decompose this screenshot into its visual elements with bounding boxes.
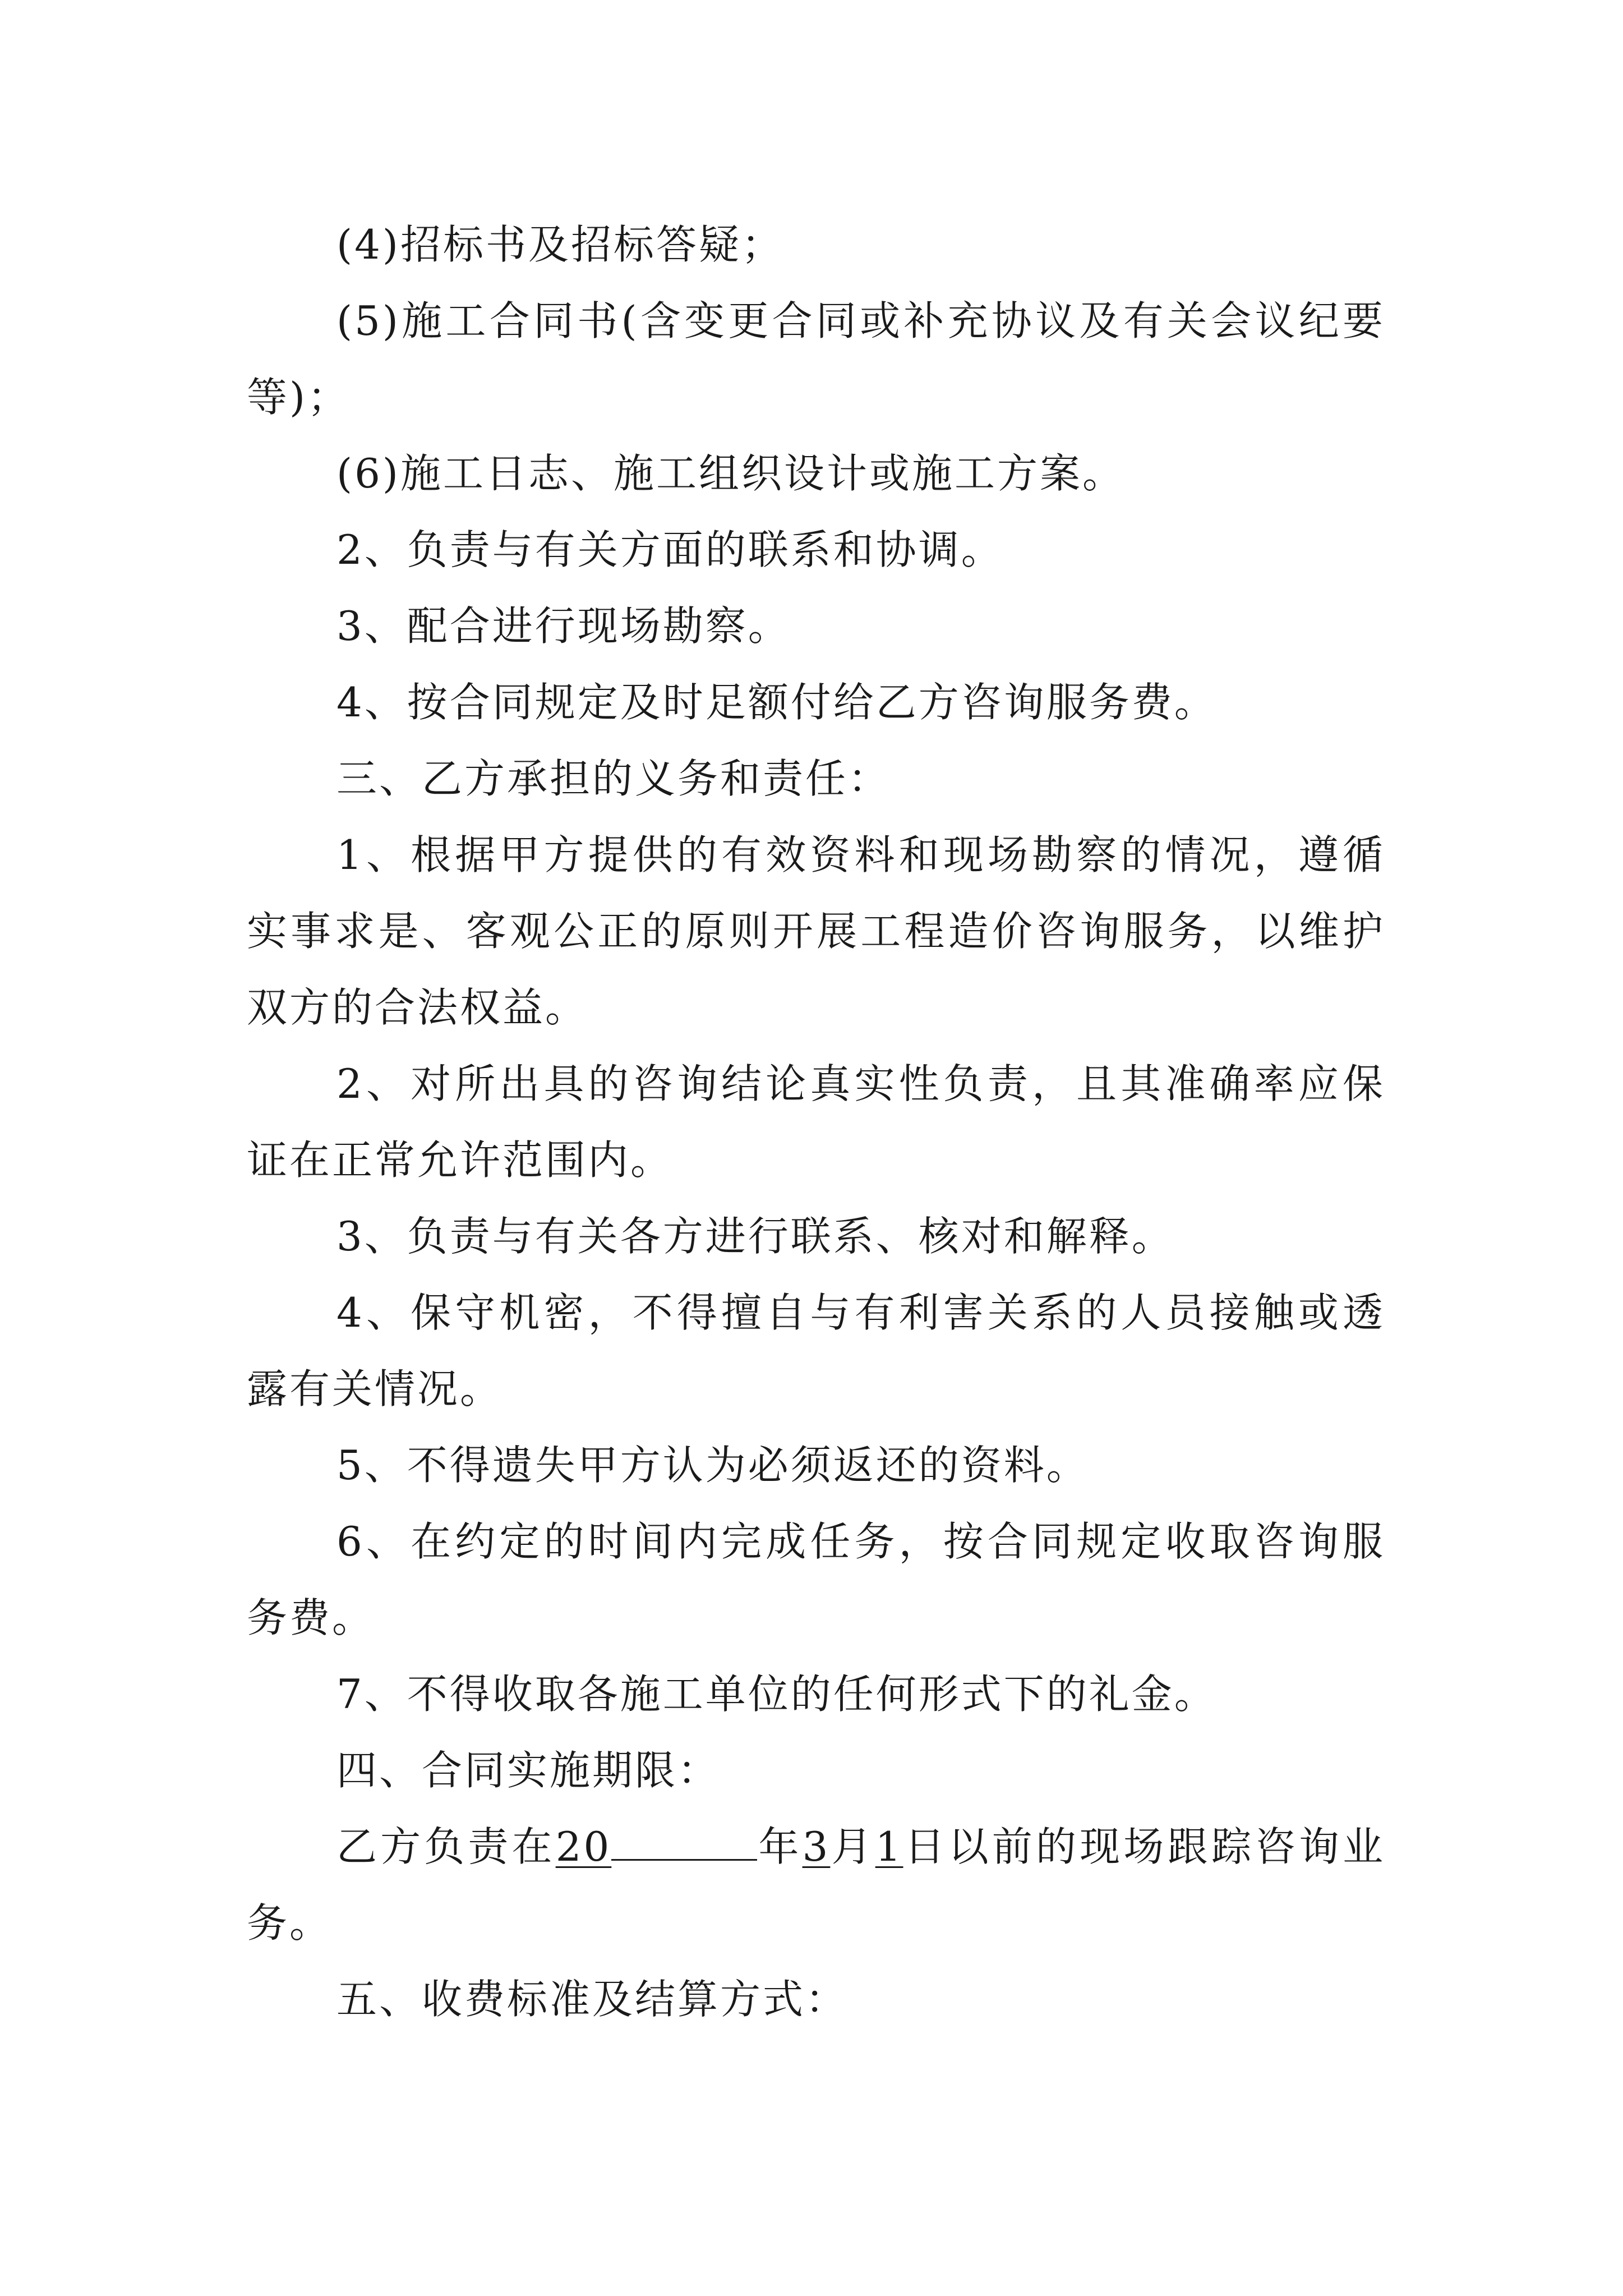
party-a-duty-3: 3、配合进行现场勘察。 bbox=[336, 602, 791, 650]
section-3-heading: 三、乙方承担的义务和责任： bbox=[336, 755, 891, 802]
contract-term-sentence bbox=[247, 1809, 1385, 1961]
party-b-duty-7: 7、不得收取各施工单位的任何形式下的礼金。 bbox=[336, 1671, 1217, 1718]
clause-5-construction-contract: (5)施工合同书(含变更合同或补充协议及有关会议纪要等)； bbox=[247, 297, 1385, 421]
party-b-duty-5: 5、不得遗失甲方认为必须返还的资料。 bbox=[336, 1442, 1089, 1489]
party-b-duty-6: 6、在约定的时间内完成任务，按合同规定收取咨询服务费。 bbox=[247, 1518, 1385, 1641]
contract-text-body bbox=[247, 206, 1385, 2037]
party-a-duty-2: 2、负责与有关方面的联系和协调。 bbox=[336, 526, 1004, 573]
party-a-duty-4: 4、按合同规定及时足额付给乙方咨询服务费。 bbox=[336, 679, 1217, 726]
term-rest: 日以前的现场跟踪咨询业务。 bbox=[247, 1823, 1385, 1947]
term-prefix: 乙方负责在 bbox=[336, 1823, 556, 1870]
party-b-duty-2: 2、对所出具的咨询结论真实性负责，且其准确率应保证在正常允许范围内。 bbox=[247, 1060, 1385, 1184]
term-year-blank bbox=[611, 1825, 757, 1861]
party-b-duty-4: 4、保守机密，不得擅自与有利害关系的人员接触或透露有关情况。 bbox=[247, 1289, 1385, 1412]
section-5-heading: 五、收费标准及结算方式： bbox=[336, 1976, 849, 2023]
clause-4-tender-docs: (4)招标书及招标答疑； bbox=[336, 221, 784, 268]
section-4-heading: 四、合同实施期限： bbox=[336, 1747, 721, 1794]
party-b-duty-1: 1、根据甲方提供的有效资料和现场勘察的情况，遵循实事求是、客观公正的原则开展工程造价咨询服务，以维护双方的合法权益。 bbox=[247, 831, 1385, 1031]
term-year-prefix: 20 bbox=[555, 1823, 612, 1870]
term-day: 1 bbox=[875, 1823, 903, 1870]
term-month: 3 bbox=[802, 1823, 831, 1870]
clause-6-construction-log: (6)施工日志、施工组织设计或施工方案。 bbox=[336, 450, 1125, 497]
term-year-suffix: 年 bbox=[757, 1823, 803, 1870]
party-b-duty-3: 3、负责与有关各方进行联系、核对和解释。 bbox=[336, 1213, 1174, 1260]
term-month-suffix: 月 bbox=[830, 1823, 875, 1870]
